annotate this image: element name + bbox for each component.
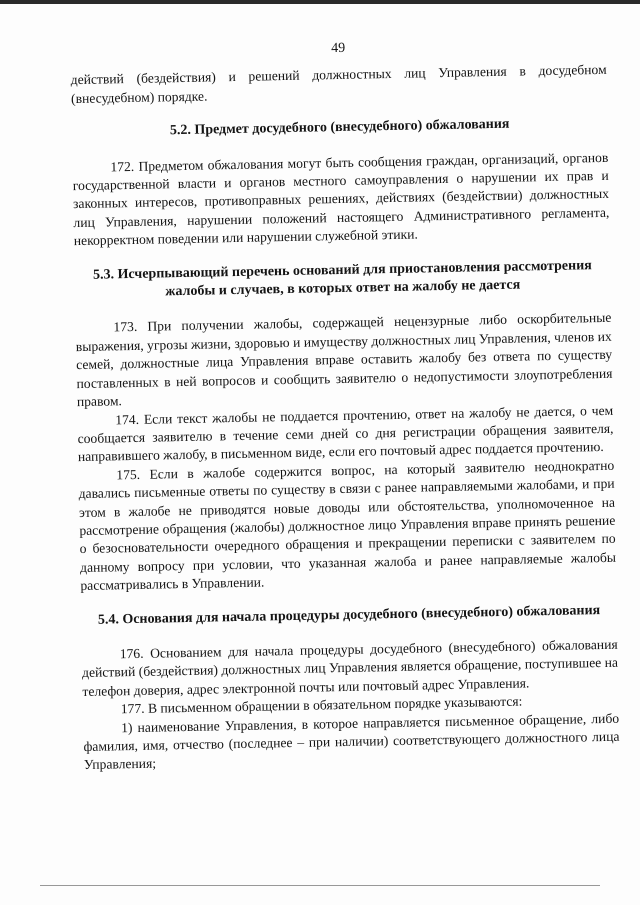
paragraph-174: 174. Если текст жалобы не поддается прочтению, ответ на жалобу не дается, о чем сообщается заявителю в течение семи дней со дня регистрации обращения заявителя, направившего жалобу, в письменном виде, если его почтовый адрес поддается прочтению. bbox=[77, 402, 614, 465]
section-heading-5-3: 5.3. Исчерпывающий перечень оснований для приостановления рассмотрения жалобы и случаев, в которых ответ на жалобу не дается bbox=[92, 257, 592, 300]
paragraph-175: 175. Если в жалобе содержится вопрос, на который заявителю неоднократно давались письменные ответы по существу в связи с ранее направляемыми жалобами, и при этом в жалобе не приводятся новые доводы или обстоятельства, уполномоченное на рассмотрение обращения (жалобы) должностное лицо Управления вправе принять решение о безосновательности очередного обращения и прекращении переписки с заявителем по данному вопросу при условии, что указанная жалоба и ранее направляемые жалобы рассматривались в Управлении. bbox=[78, 457, 617, 594]
paragraph-172: 172. Предметом обжалования могут быть сообщения граждан, организаций, органов государственной власти и органов местного самоуправления о нарушении их прав и законных интересов, противоправных решениях, действиях (бездействии) должностных лиц Управления, нарушении положений настоящего Административного регламента, некорректном поведении или нарушении служебной этики. bbox=[72, 149, 610, 249]
paragraph-177: 177. В письменном обращении в обязательном порядке указываются: bbox=[120, 693, 523, 717]
paragraph-173: 173. При получении жалобы, содержащей нецензурные либо оскорбительные выражения, угрозы жизни, здоровью и имуществу должностных лиц Управления, членов их семей, должностные лица Управления вправе оставить жалобу без ответа по существу поставленных в ней вопросов и сообщить заявителю о недопустимости злоупотребления правом. bbox=[75, 310, 613, 410]
document-page bbox=[70, 35, 620, 775]
intro-paragraph: действий (бездействия) и решений должностных лиц Управления в досудебном (внесудебном) порядке. bbox=[70, 62, 607, 106]
scan-top-edge bbox=[0, 0, 640, 4]
scan-bottom-edge bbox=[40, 885, 600, 886]
page-number: 49 bbox=[331, 40, 346, 57]
list-item-1: 1) наименование Управления, в которое направляется письменное обращение, либо фамилия, имя, отчество (последнее – при наличии) соответствующего должностного лица Управления; bbox=[83, 710, 620, 773]
section-heading-5-4: 5.4. Основания для начала процедуры досудебного (внесудебного) обжалования bbox=[97, 602, 601, 628]
paragraph-176: 176. Основанием для начала процедуры досудебного (внесудебного) обжалования действий (бездействия) должностных лиц Управления является обращение, поступившее на телефон доверия, адрес электронной почты или почтовый адрес Управления. bbox=[81, 636, 619, 699]
section-heading-5-2: 5.2. Предмет досудебного (внесудебного) обжалования bbox=[169, 116, 510, 139]
